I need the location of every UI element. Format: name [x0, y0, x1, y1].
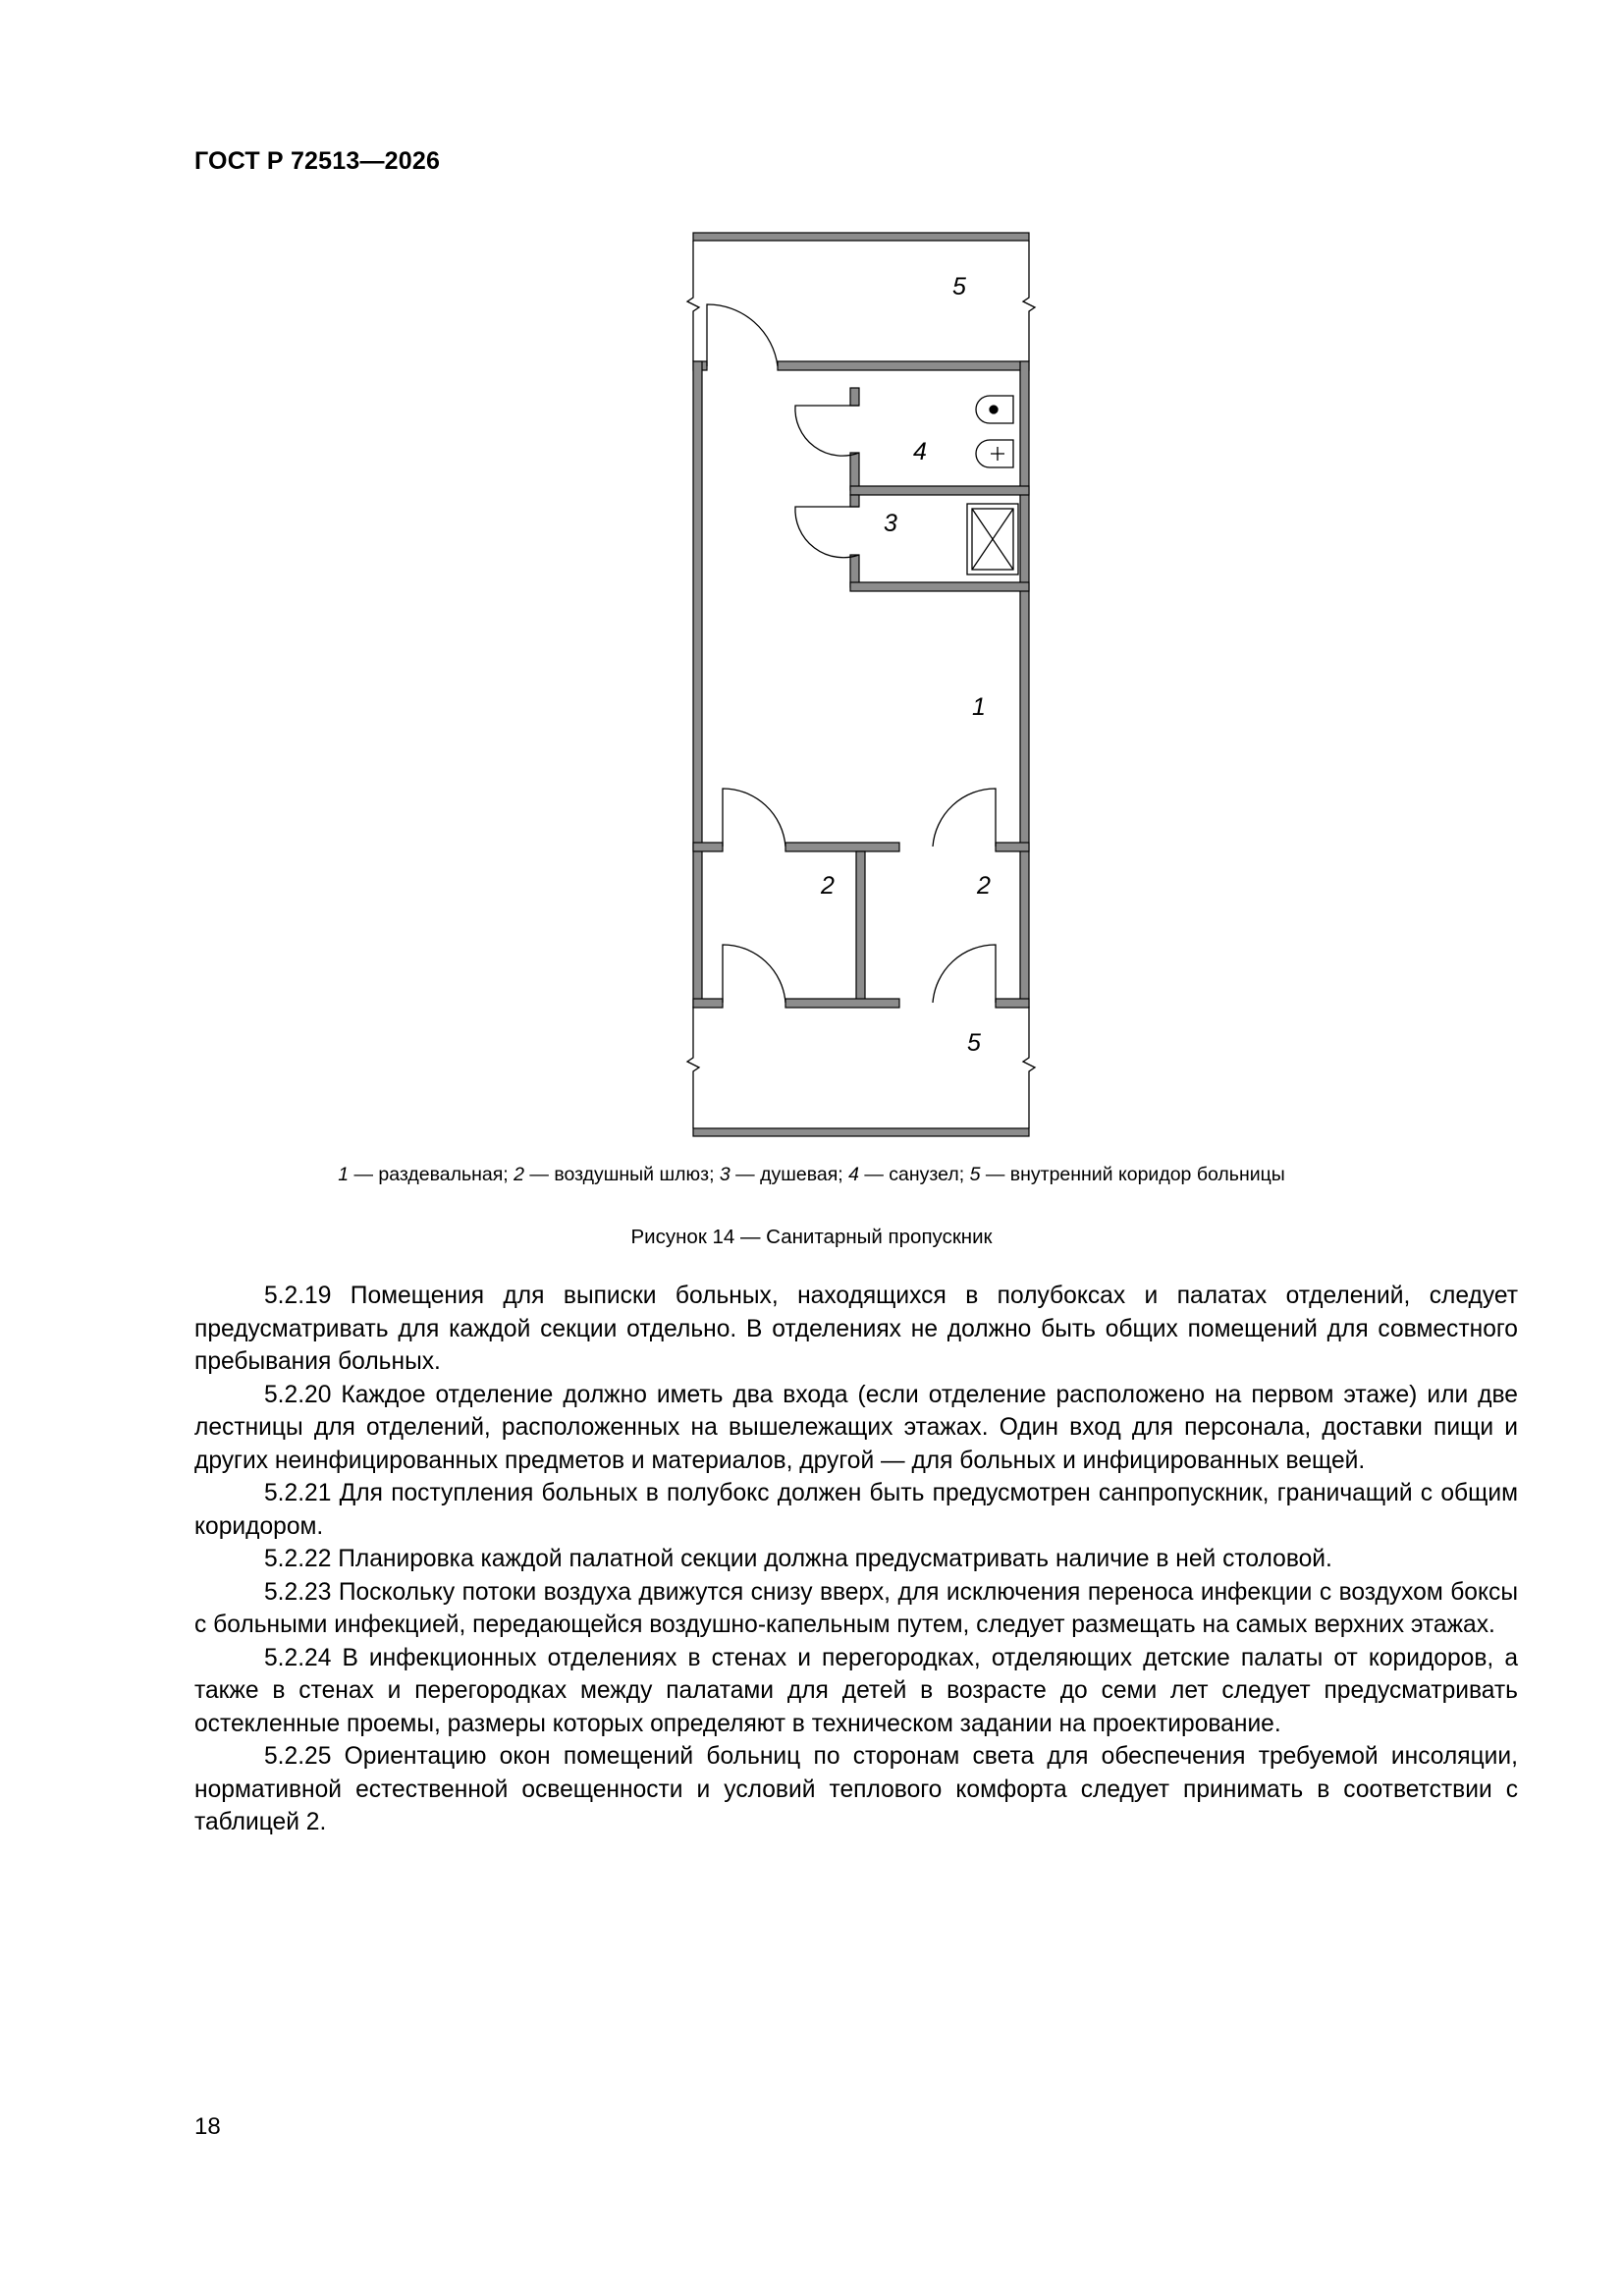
paragraph-5-2-24: 5.2.24 В инфекционных отделениях в стенах и перегородках, отделяющих детские палаты от коридоров, а также в стенах и перегородках между палатами для детей в возрасте до семи лет следует предусматривать остекленные проемы, размеры которых определяют в техническом задании на проектирование. — [194, 1644, 1518, 1737]
corridor-top-wall — [693, 233, 1029, 241]
door-top-entry — [707, 304, 778, 366]
room-label-shower: 3 — [884, 510, 897, 537]
bathroom-left-wall-lower — [850, 453, 859, 490]
room-label-corridor-bottom: 5 — [967, 1029, 981, 1057]
room-label-corridor-top: 5 — [952, 273, 966, 301]
legend-text: — душевая; — [730, 1164, 849, 1185]
room-label-bathroom: 4 — [913, 438, 927, 465]
legend-text: — санузел; — [858, 1164, 970, 1185]
figure-caption: Рисунок 14 — Санитарный пропускник — [630, 1226, 993, 1248]
legend-num: 2 — [514, 1164, 524, 1185]
legend-text: — раздевальная; — [349, 1164, 514, 1185]
paragraph-5-2-23: 5.2.23 Поскольку потоки воздуха движутся снизу вверх, для исключения переноса инфекции с воздухом боксы с больными инфекцией, передающейся воздушно-капельным путем, следует размещать на самых верхних этажах. — [194, 1578, 1518, 1638]
airlock-bottom-wall-left — [693, 999, 723, 1008]
legend-num: 5 — [969, 1164, 981, 1185]
door-airlock-left-upper — [723, 789, 785, 847]
left-outer-wall — [693, 361, 702, 1007]
airlock-top-wall-right — [996, 843, 1029, 851]
shower-left-wall — [850, 495, 859, 507]
partition-top-right — [778, 361, 1029, 370]
paragraph-5-2-25: 5.2.25 Ориентацию окон помещений больниц по сторонам света для обеспечения требуемой инсоляции, нормативной естественной освещенности и условий теплового комфорта следует принимать в соответствии с таблицей 2. — [194, 1743, 1518, 1835]
room-label-airlock-right: 2 — [977, 872, 991, 900]
paragraph-5-2-22: 5.2.22 Планировка каждой палатной секции должна предусматривать наличие в ней столовой. — [264, 1546, 1332, 1572]
airlock-top-wall-left — [693, 843, 723, 851]
bathroom-left-wall — [850, 388, 859, 406]
room-label-airlock-left: 2 — [821, 872, 835, 900]
door-airlock-left-lower — [723, 945, 785, 1003]
corridor-bottom-left-edge — [687, 1007, 699, 1128]
legend-num: 4 — [848, 1164, 859, 1185]
figure-legend — [0, 1164, 1623, 1186]
page-number: 18 — [194, 2113, 221, 2140]
wall-4-3 — [850, 486, 1029, 495]
airlock-bottom-wall-right — [996, 999, 1029, 1008]
right-outer-wall — [1020, 361, 1029, 1007]
legend-text: — внутренний коридор больницы — [980, 1164, 1285, 1185]
door-airlock-right-lower — [933, 945, 996, 1003]
legend-num: 1 — [338, 1164, 350, 1185]
standard-header: ГОСТ Р 72513—2026 — [194, 147, 441, 175]
door-airlock-right-upper — [933, 789, 996, 847]
paragraph-5-2-21: 5.2.21 Для поступления больных в полубокс должен быть предусмотрен санпропускник, граничащий с общим коридором. — [194, 1480, 1518, 1540]
room-label-dressing: 1 — [972, 693, 986, 721]
body-text — [194, 1280, 1518, 1839]
legend-num: 3 — [719, 1164, 730, 1185]
corridor-top-left-edge — [687, 241, 699, 361]
legend-text: — воздушный шлюз; — [524, 1164, 720, 1185]
airlock-top-wall-mid — [785, 843, 899, 851]
airlock-bottom-wall-mid — [785, 999, 899, 1008]
toilet-bowl-dot — [990, 406, 998, 413]
sink-tap — [991, 447, 1004, 461]
corridor-bottom-wall — [693, 1128, 1029, 1136]
wall-below-3 — [850, 582, 1029, 591]
airlock-divider — [856, 851, 865, 1007]
corridor-bottom-right-edge — [1023, 1007, 1035, 1128]
paragraph-5-2-20: 5.2.20 Каждое отделение должно иметь два входа (если отделение расположено на первом этаже) или две лестницы для отделений, расположенных на вышележащих этажах. Один вход для персонала, доставки пищи и других неинфицированных предметов и материалов, другой — для больных и инфицированных вещей. — [194, 1381, 1518, 1474]
corridor-top-right-edge — [1023, 241, 1035, 361]
door-shower — [795, 507, 859, 558]
paragraph-5-2-19: 5.2.19 Помещения для выписки больных, находящихся в полубоксах и палатах отделений, следует предусматривать для каждой секции отдельно. В отделениях не должно быть общих помещений для совместного пребывания больных. — [194, 1283, 1518, 1375]
door-bathroom — [795, 406, 859, 456]
floor-plan — [648, 221, 1060, 1154]
